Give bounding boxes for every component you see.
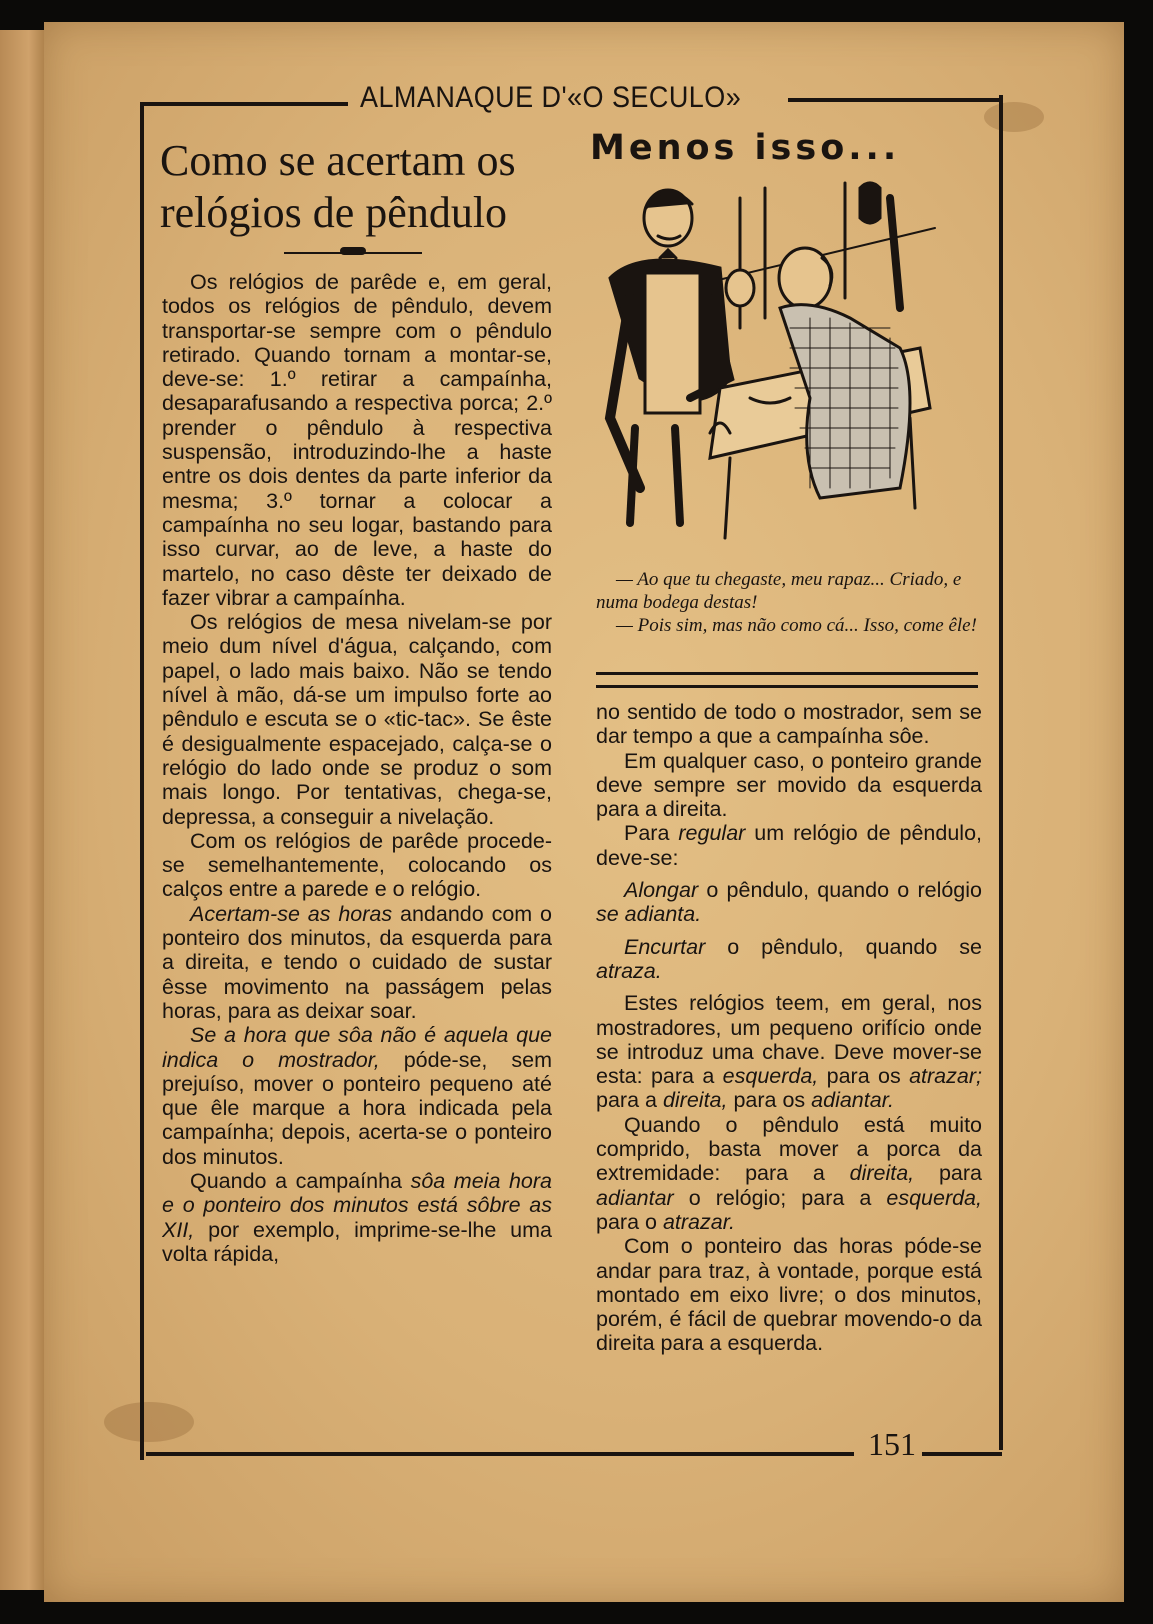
right-column [596, 700, 982, 1420]
frame-right-rule [999, 95, 1003, 1450]
caption-line: — Pois sim, mas não como cá... Isso, come êle! [616, 615, 977, 636]
italic-phrase: esquerda, [722, 1064, 819, 1089]
text-run: andando com o ponteiro dos minutos, da esquerda para a direita, e tendo o cuidado de sustar êsse movimento na passágem pelas horas, para as deixar soar. [162, 901, 552, 1023]
title-ornament [340, 247, 366, 255]
text-run: para o [596, 1209, 663, 1234]
caption-line: — Ao que tu chegaste, meu rapaz... Criado, e numa bodega destas! [596, 569, 962, 613]
text-run: o pêndulo, quando o relógio [698, 878, 982, 903]
paragraph: no sentido de todo o mostrador, sem se dar tempo a que a campaínha sôe. [596, 700, 982, 749]
paragraph [596, 821, 982, 870]
paragraph [162, 1023, 552, 1169]
text-run: Estes relógios teem, em geral, nos mostradores, um pequeno orifício onde se introduz uma chave. Deve mover-se esta: para a [596, 991, 982, 1089]
paragraph [596, 878, 982, 927]
text-run: um relógio de pêndulo, deve-se: [596, 821, 982, 870]
text-run: o pêndulo, quando se [705, 934, 982, 959]
paragraph [596, 1113, 982, 1234]
text-run: o relógio; para a [673, 1185, 887, 1210]
italic-phrase: esquerda, [886, 1185, 982, 1210]
frame-left-rule [140, 105, 144, 1460]
italic-phrase: Se a hora que sôa não é aquela que indica o mostrador, [162, 1023, 552, 1072]
running-header: ALMANAQUE D'«O SECULO» [360, 81, 742, 114]
italic-phrase: adiantar. [811, 1088, 895, 1113]
paragraph: Em qualquer caso, o ponteiro grande deve sempre ser movido da esquerda para a direita. [596, 748, 982, 822]
paragraph: Os relógios de parêde e, em geral, todos os relógios de pêndulo, devem transportar-se sempre com o pêndulo retirado. Quando tornam a montar-se, deve-se: 1.º retirar a campaínha, desaparafusando a respectiva porca; 2.º prender o pêndulo à respectiva suspensão, introduzindo-lhe a haste entre os dois dentes da parte inferior da mesma; 3.º tornar a colocar a campaínha no seu logar, bastando para isso curvar, ao de leve, a haste do martelo, no caso dêste ter deixado de fazer vibrar a campaínha. [162, 270, 552, 610]
text-run: póde-se, sem prejuíso, mover o ponteiro pequeno até que êle marque a hora indicada pela campaínha; depois, acerta-se o ponteiro dos minutos. [162, 1047, 552, 1169]
italic-phrase: atrazar; [909, 1064, 982, 1089]
restaurant-cartoon-illustration [590, 178, 970, 558]
italic-phrase: Encurtar [624, 934, 706, 959]
left-column [162, 270, 552, 1440]
text-run: Quando o pêndulo está muito comprido, basta mover a porca da extremidade: para a [596, 1112, 982, 1186]
italic-phrase: regular [678, 821, 746, 846]
article-title-line: Como se acertam os [160, 136, 516, 185]
paragraph [162, 902, 552, 1023]
italic-phrase: Alongar [624, 878, 699, 903]
paragraph [596, 991, 982, 1112]
frame-top-rule-right [788, 98, 1001, 102]
italic-phrase: Acertam-se as horas [190, 901, 393, 926]
paper-stain [984, 102, 1044, 132]
text-run: Quando a campaínha [190, 1168, 411, 1193]
article-title-line: relógios de pêndulo [160, 188, 508, 237]
text-run: Para [624, 821, 679, 846]
previous-page-edge [0, 30, 50, 1590]
italic-phrase: atraza. [596, 958, 662, 983]
cartoon-caption [596, 568, 982, 637]
text-run: para [914, 1161, 982, 1186]
italic-phrase: direita, [662, 1088, 728, 1113]
frame-top-rule-left [140, 102, 348, 106]
article-title [160, 135, 560, 239]
text-run: para os [727, 1088, 812, 1113]
cartoon-divider [596, 672, 978, 688]
text-run: para os [818, 1064, 910, 1089]
paragraph [162, 1169, 552, 1266]
italic-phrase: sôa meia hora e o ponteiro dos minutos está sôbre as XII, [162, 1168, 552, 1242]
paragraph [596, 935, 982, 984]
footer-rule-left [146, 1452, 854, 1456]
text-run: para a [596, 1088, 663, 1113]
paragraph: Os relógios de mesa nivelam-se por meio dum nível d'água, calçando, com papel, o lado mais baixo. Não se tendo nível à mão, dá-se um impulso forte ao pêndulo e escuta se o «tic-tac». Se êste é desigualmente espacejado, calça-se o relógio do lado onde se produz o som mais longo. Por tentativas, chega-se, depressa, a conseguir a nivelação. [162, 610, 552, 829]
italic-phrase: atrazar. [662, 1209, 736, 1234]
paragraph: Com os relógios de parêde procede-se semelhantemente, colocando os calços entre a parede e o relógio. [162, 828, 552, 902]
cartoon-title: Menos isso... [590, 128, 901, 168]
italic-phrase: se adianta. [596, 902, 702, 927]
text-run: por exemplo, imprime-se-lhe uma volta rápida, [162, 1217, 552, 1266]
footer-rule-right [922, 1452, 1002, 1456]
paragraph: Com o ponteiro das horas póde-se andar para traz, à vontade, porque está montado em eixo livre; o dos minutos, porém, é fácil de quebrar movendo-o da direita para a esquerda. [596, 1234, 982, 1356]
italic-phrase: adiantar [596, 1185, 674, 1210]
italic-phrase: direita, [849, 1161, 915, 1186]
page-number: 151 [868, 1426, 916, 1462]
